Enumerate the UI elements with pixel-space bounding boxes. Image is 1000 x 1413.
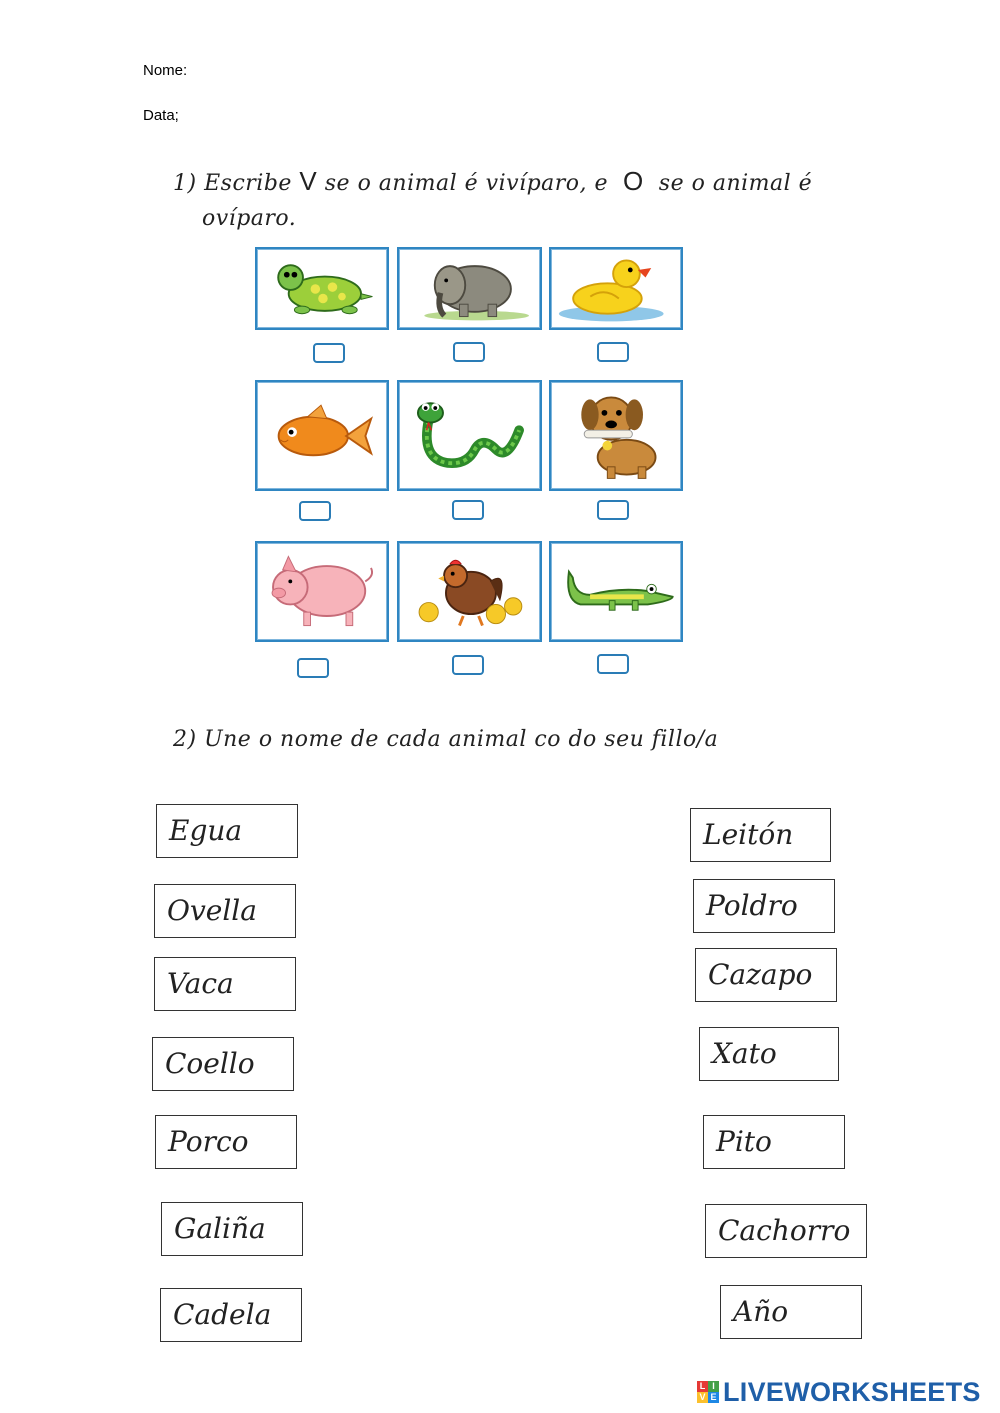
word-mother-4[interactable]: Coello: [152, 1037, 294, 1091]
animal-card-fish: [255, 380, 389, 491]
liveworksheets-logo: [697, 1377, 981, 1407]
word-baby-4[interactable]: Xato: [699, 1027, 839, 1081]
animal-card-crocodile: [549, 541, 683, 642]
logo-mark-letter: I: [708, 1381, 719, 1392]
pig-icon: [257, 543, 387, 640]
question-1-line-1: [173, 166, 812, 197]
word-baby-7[interactable]: Año: [720, 1285, 862, 1339]
question-2: [173, 727, 718, 752]
turtle-icon: [257, 249, 387, 328]
word-baby-6[interactable]: Cachorro: [705, 1204, 867, 1258]
crocodile-icon: [551, 543, 681, 640]
liveworksheets-logo-text: LIVEWORKSHEETS: [723, 1376, 981, 1407]
animal-card-dog: [549, 380, 683, 491]
dog-icon: [551, 382, 681, 489]
date-label: Data;: [143, 107, 179, 124]
question-2-number: 2): [173, 727, 197, 752]
duck-icon: [551, 249, 681, 328]
question-1-text-c: se o animal é: [658, 171, 813, 196]
word-mother-6[interactable]: Galiña: [161, 1202, 303, 1256]
question-1-text-a: Escribe: [204, 171, 292, 196]
word-baby-1[interactable]: Leitón: [690, 808, 831, 862]
answer-box-dog[interactable]: [597, 500, 629, 520]
animal-card-snake: [397, 380, 542, 491]
answer-box-pig[interactable]: [297, 658, 329, 678]
question-1-text-b: se o animal é vivíparo, e: [324, 171, 609, 196]
logo-mark-letter: E: [708, 1392, 719, 1403]
logo-mark-letter: L: [697, 1381, 708, 1392]
answer-box-elephant[interactable]: [453, 342, 485, 362]
word-baby-3[interactable]: Cazapo: [695, 948, 837, 1002]
animal-card-duck: [549, 247, 683, 330]
animal-card-pig: [255, 541, 389, 642]
fish-icon: [257, 382, 387, 489]
answer-box-snake[interactable]: [452, 500, 484, 520]
animal-card-elephant: [397, 247, 542, 330]
word-mother-1[interactable]: Egua: [156, 804, 298, 858]
animal-card-hen: [397, 541, 542, 642]
question-1-line-2: ovíparo.: [202, 206, 297, 231]
snake-icon: [399, 382, 540, 489]
name-label: Nome:: [143, 62, 188, 79]
answer-box-hen[interactable]: [452, 655, 484, 675]
logo-mark-letter: V: [697, 1392, 708, 1403]
word-mother-5[interactable]: Porco: [155, 1115, 297, 1169]
answer-box-crocodile[interactable]: [597, 654, 629, 674]
elephant-icon: [399, 249, 540, 328]
hen-with-chicks-icon: [399, 543, 540, 640]
question-1-number: 1): [173, 171, 197, 196]
word-mother-3[interactable]: Vaca: [154, 957, 296, 1011]
word-mother-7[interactable]: Cadela: [160, 1288, 302, 1342]
letter-o: O: [623, 166, 644, 196]
animal-card-turtle: [255, 247, 389, 330]
answer-box-fish[interactable]: [299, 501, 331, 521]
word-mother-2[interactable]: Ovella: [154, 884, 296, 938]
liveworksheets-logo-mark-icon: [697, 1381, 719, 1403]
answer-box-duck[interactable]: [597, 342, 629, 362]
word-baby-5[interactable]: Pito: [703, 1115, 845, 1169]
letter-v: V: [299, 166, 318, 196]
answer-box-turtle[interactable]: [313, 343, 345, 363]
word-baby-2[interactable]: Poldro: [693, 879, 835, 933]
question-2-text: Une o nome de cada animal co do seu fillo/a: [204, 727, 719, 752]
